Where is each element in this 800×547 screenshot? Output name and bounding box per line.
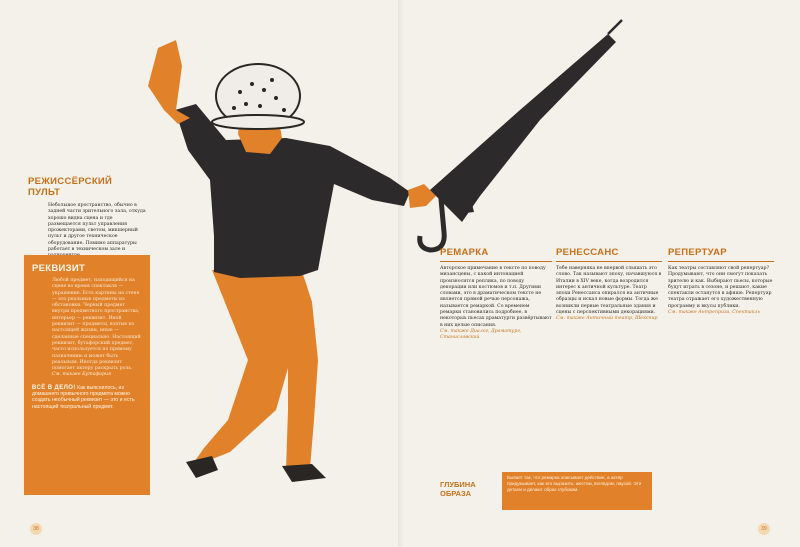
renaissance-entry	[556, 247, 662, 323]
depth-lead: ГЛУБИНА ОБРАЗА	[440, 480, 476, 498]
depth-note: Бывает так, что ремарка описывает действие, а актёр придумывает, как его выразить: жестом, взглядом, паузой. Эти детали и делают образ глубоким.	[502, 472, 652, 510]
renaissance-title: РЕНЕССАНС	[556, 247, 662, 262]
props-tip-text: Как выяснилось, из домашнего привычного предмета можно создать необычный реквизит — это и есть настоящий театральный предмет.	[32, 384, 135, 410]
page-number-left: 38	[30, 523, 42, 535]
remark-title: РЕМАРКА	[440, 247, 552, 262]
figure-icon	[148, 40, 436, 482]
repertoire-see-also: См. также Антреприза, Спектакль	[668, 310, 761, 316]
props-entry	[24, 255, 150, 495]
remark-entry	[440, 247, 552, 342]
repertoire-title: РЕПЕРТУАР	[668, 247, 774, 262]
props-text-block	[32, 278, 142, 379]
renaissance-body: Тебе наверняка не впервой слышать это слово. Так называют эпоху, начавшуюся в Италии в XIV веке, когда возродился интерес к античной культуре. Театр эпохи Ренессанса опирался на античные образцы и искал новые формы. Тогда же возникли первые театральные здания и сцены с перспективными декорациями.	[556, 266, 662, 316]
repertoire-body: Как театры составляют свой репертуар? Продумывают, что они смогут показать зрителю и как. Выбирают пьесы, которые будут играть в сезоне, и решают, какие спектакли останутся в афише. Репертуар театра отражает его художественную программу и вкусы публики.	[668, 266, 773, 309]
page-number-right: 39	[758, 523, 770, 535]
props-tip	[32, 385, 142, 410]
repertoire-entry	[668, 247, 774, 316]
console-body: Небольшое пространство, обычно в задней части зрительного зала, откуда хорошо видна сцена и где размещается пульт управления прожекторами, светом, микшерный пульт и другое техническое оборудование. Помимо аппаратуры работает в техническом зале и	[48, 203, 146, 253]
remark-see-also: См. также Диалог, Драматург, Станиславский	[440, 328, 522, 341]
depth-callout	[440, 472, 650, 512]
console-entry	[28, 176, 146, 266]
props-see-also: См. также Бутафория	[52, 372, 112, 378]
remark-body: Авторское примечание в тексте по поводу мизансцены, с какой интонацией произносится реплика, по поводу декорации или костюмов и т.п. Другими словами, это в драматическом тексте не является прямой речью персонажа, называется ремаркой. Со временем ремарки становились подробнее, в некоторых пьесах драматурги развёртывают в них целые описания.	[440, 266, 552, 328]
props-title: РЕКВИЗИТ	[32, 263, 86, 274]
props-tip-lead: ВСЁ В ДЕЛО!	[32, 384, 76, 391]
console-title: РЕЖИССЁРСКИЙ ПУЛЬТ	[28, 176, 113, 198]
renaissance-see-also: См. также Античный театр, Шекспир	[556, 316, 658, 322]
props-body: Любой предмет, находящийся на сцене во время спектакля — украшение. Есть картины на стене — это реальные предметы из обстановки. Черный предмет внутри предметного пространства, интерьер — реквизит. Иной реквизит — предметы, взятые из настоящей жизни, иные — сделанные специально. Настоящий реквизит, бутафорский предмет, часто используется по прямому назначению и может быть реальным. Иногда реквизит помогает актеру раскрыть роль.	[52, 278, 141, 372]
umbrella-icon	[420, 20, 622, 250]
